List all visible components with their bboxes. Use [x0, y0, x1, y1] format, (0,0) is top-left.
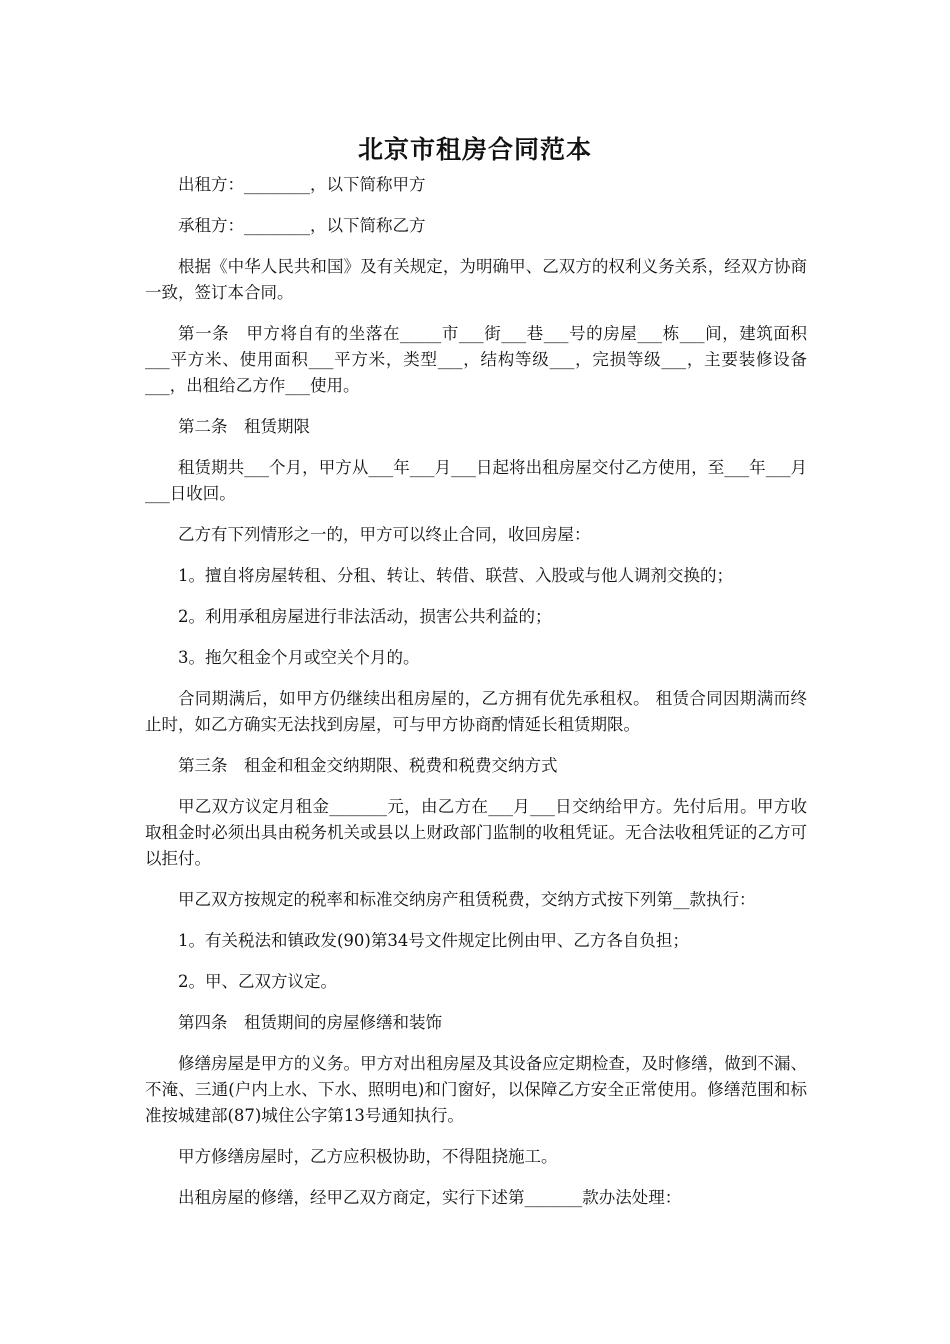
repair-duty-paragraph: 修缮房屋是甲方的义务。甲方对出租房屋及其设备应定期检查，及时修缮，做到不漏、不淹、三通(户内上水、下水、照明电)和门窗好，以保障乙方安全正常使用。修缮范围和标准按城建部(87)城住公字第13号通知执行。: [145, 1054, 807, 1125]
tax-intro: 甲乙双方按规定的税率和标准交纳房产租赁税费，交纳方式按下列第__款执行：: [178, 890, 756, 909]
lessee-line: 承租方：________，以下简称乙方: [178, 216, 426, 235]
document-title: 北京市租房合同范本: [357, 135, 592, 164]
document-body: [145, 172, 807, 1226]
termination-item-2: 2。利用承租房屋进行非法活动，损害公共利益的；: [178, 607, 552, 626]
tax-item-2: 2。甲、乙双方议定。: [178, 972, 337, 991]
article-2-heading: 第二条 租赁期限: [178, 417, 310, 436]
lease-term-paragraph: 租赁期共___个月，甲方从___年___月___日起将出租房屋交付乙方使用，至___年___月___日收回。: [145, 458, 807, 503]
termination-item-3: 3。拖欠租金个月或空关个月的。: [178, 648, 420, 667]
tax-item-1: 1。有关税法和镇政发(90)第34号文件规定比例由甲、乙方各自负担；: [178, 931, 689, 950]
article-1-paragraph: 第一条 甲方将自有的坐落在_____市___街___巷___号的房屋___栋___间，建筑面积___平方米、使用面积___平方米，类型___，结构等级___，完损等级___，主要装修设备___，出租给乙方作___使用。: [145, 324, 807, 395]
repair-cooperation-paragraph: 甲方修缮房屋时，乙方应积极协助，不得阻挠施工。: [178, 1147, 558, 1166]
preamble-paragraph: 根据《中华人民共和国》及有关规定，为明确甲、乙双方的权利义务关系，经双方协商一致，签订本合同。: [145, 257, 807, 302]
article-4-heading: 第四条 租赁期间的房屋修缮和装饰: [178, 1013, 442, 1032]
article-3-heading: 第三条 租金和租金交纳期限、税费和税费交纳方式: [178, 756, 558, 775]
repair-method-paragraph: 出租房屋的修缮，经甲乙双方商定，实行下述第_______款办法处理：: [178, 1188, 682, 1207]
termination-item-1: 1。擅自将房屋转租、分租、转让、转借、联营、入股或与他人调剂交换的；: [178, 566, 733, 585]
rent-paragraph: 甲乙双方议定月租金_______元，由乙方在___月___日交纳给甲方。先付后用。甲方收取租金时必须出具由税务机关或县以上财政部门监制的收租凭证。无合法收租凭证的乙方可以拒付。: [145, 797, 807, 868]
lessor-line: 出租方：________，以下简称甲方: [178, 175, 426, 194]
termination-intro: 乙方有下列情形之一的，甲方可以终止合同，收回房屋：: [178, 525, 591, 544]
renewal-paragraph: 合同期满后，如甲方仍继续出租房屋的，乙方拥有优先承租权。 租赁合同因期满而终止时，如乙方确实无法找到房屋，可与甲方协商酌情延长租赁期限。: [145, 689, 807, 734]
